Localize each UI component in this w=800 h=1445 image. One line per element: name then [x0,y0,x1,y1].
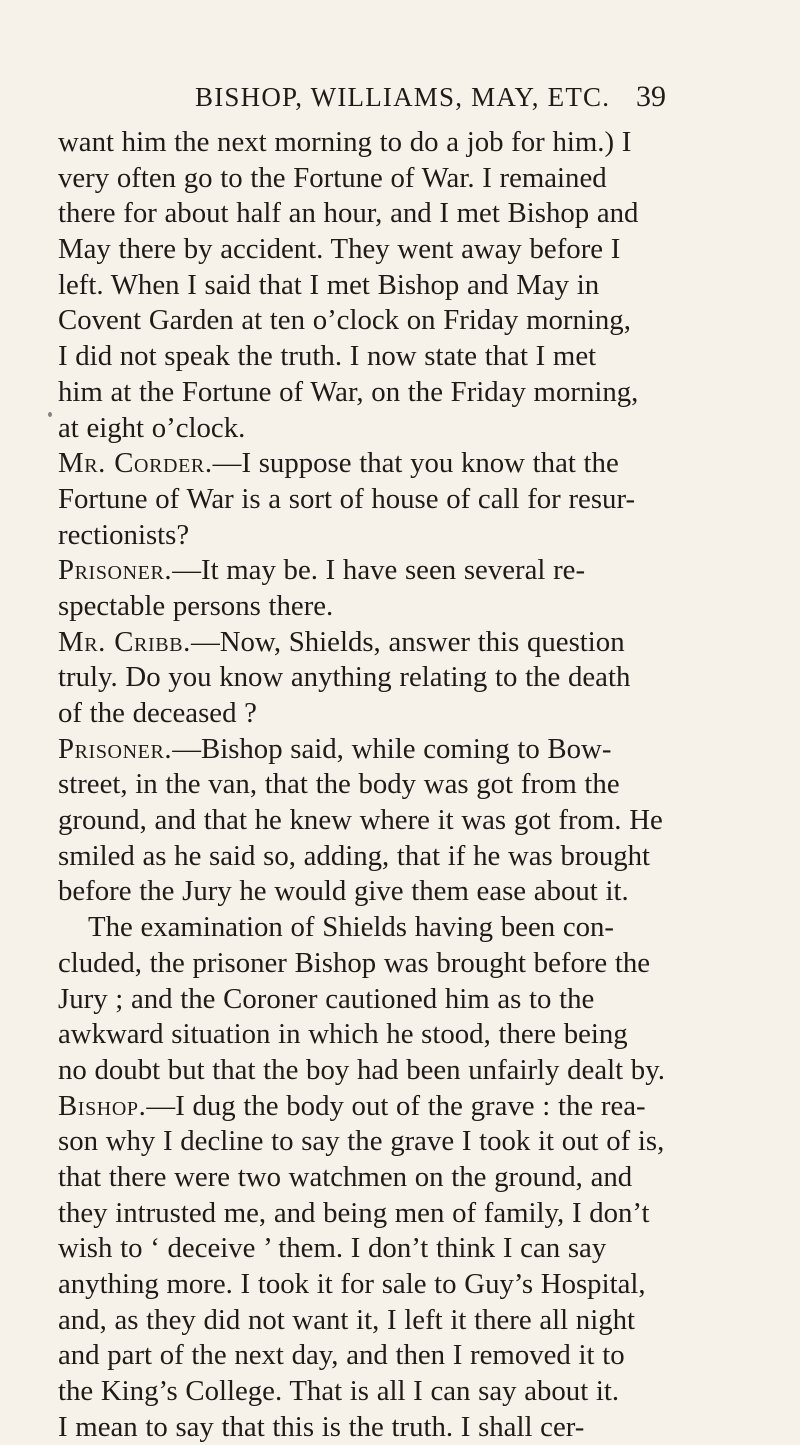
body-line: wish to ‘ deceive ’ them. I don’t think I can say [58,1232,607,1265]
body-line: of the deceased ? [58,697,257,729]
body-line: son why I decline to say the grave I took it out of is, [58,1125,665,1158]
speaker-name: Mr. Corder. [58,447,213,480]
speech-line [58,553,758,589]
body-line: ground, and that he knew where it was got from. He [58,804,663,837]
body-line: street, in the van, that the body was got from the [58,768,620,801]
speech-line [58,625,758,661]
speaker-name: Prisoner. [58,732,173,765]
body-line: Fortune of War is a sort of house of call for resur- [58,482,636,515]
speaker-name: Prisoner. [58,554,173,587]
body-line: truly. Do you know anything relating to the death [58,661,631,694]
body-line: very often go to the Fortune of War. I remained [58,161,607,194]
speech-line [58,1089,758,1125]
body-line: awkward situation in which he stood, there being [58,1018,628,1051]
body-line: at eight o’clock. [58,411,246,444]
speech-text: —Now, Shields, answer this question [190,625,625,658]
body-line: no doubt but that the boy had been unfairly dealt by. [58,1053,665,1086]
speech-text: —I suppose that you know that the [212,447,619,480]
body-line: rectionists? [58,518,190,551]
body-line: May there by accident. They went away before I [58,233,621,266]
body-line: I mean to say that this is the truth. I shall cer- [58,1410,585,1443]
body-line: anything more. I took it for sale to Guy’s Hospital, [58,1268,646,1300]
body-line: Covent Garden at ten o’clock on Friday morning, [58,304,631,337]
body-line: there for about half an hour, and I met Bishop and [58,197,639,230]
body-line: and, as they did not want it, I left it there all night [58,1303,636,1336]
body-line: that there were two watchmen on the ground, and [58,1160,633,1193]
body-line: and part of the next day, and then I removed it to [58,1339,625,1372]
speech-line [58,732,758,768]
print-speck [48,412,52,417]
body-line: The examination of Shields having been con- [88,911,614,944]
running-title: BISHOP, WILLIAMS, MAY, ETC. [195,82,611,112]
speech-text: —Bishop said, while coming to Bow- [172,732,612,765]
page-body-text [58,125,758,1445]
speaker-name: Mr. Cribb. [58,625,191,658]
body-line: cluded, the prisoner Bishop was brought before the [58,946,651,979]
body-line: want him the next morning to do a job for him.) I [58,126,632,158]
page-number: 39 [636,80,666,113]
body-line: I did not speak the truth. I now state that I met [58,340,597,373]
body-line: they intrusted me, and being men of family, I don’t [58,1196,650,1229]
speech-text: —It may be. I have seen several re- [172,554,586,587]
speech-line [58,446,758,482]
body-line: him at the Fortune of War, on the Friday morning, [58,375,639,408]
body-line: Jury ; and the Coroner cautioned him as to the [58,982,595,1015]
body-line: smiled as he said so, adding, that if he was brought [58,839,651,872]
speech-text: —I dug the body out of the grave : the rea- [146,1089,646,1122]
body-line: the King’s College. That is all I can say about it. [58,1375,620,1408]
speaker-name: Bishop. [58,1089,147,1122]
body-line: spectable persons there. [58,589,334,622]
body-line: before the Jury he would give them ease about it. [58,875,629,908]
body-line: left. When I said that I met Bishop and May in [58,268,600,301]
